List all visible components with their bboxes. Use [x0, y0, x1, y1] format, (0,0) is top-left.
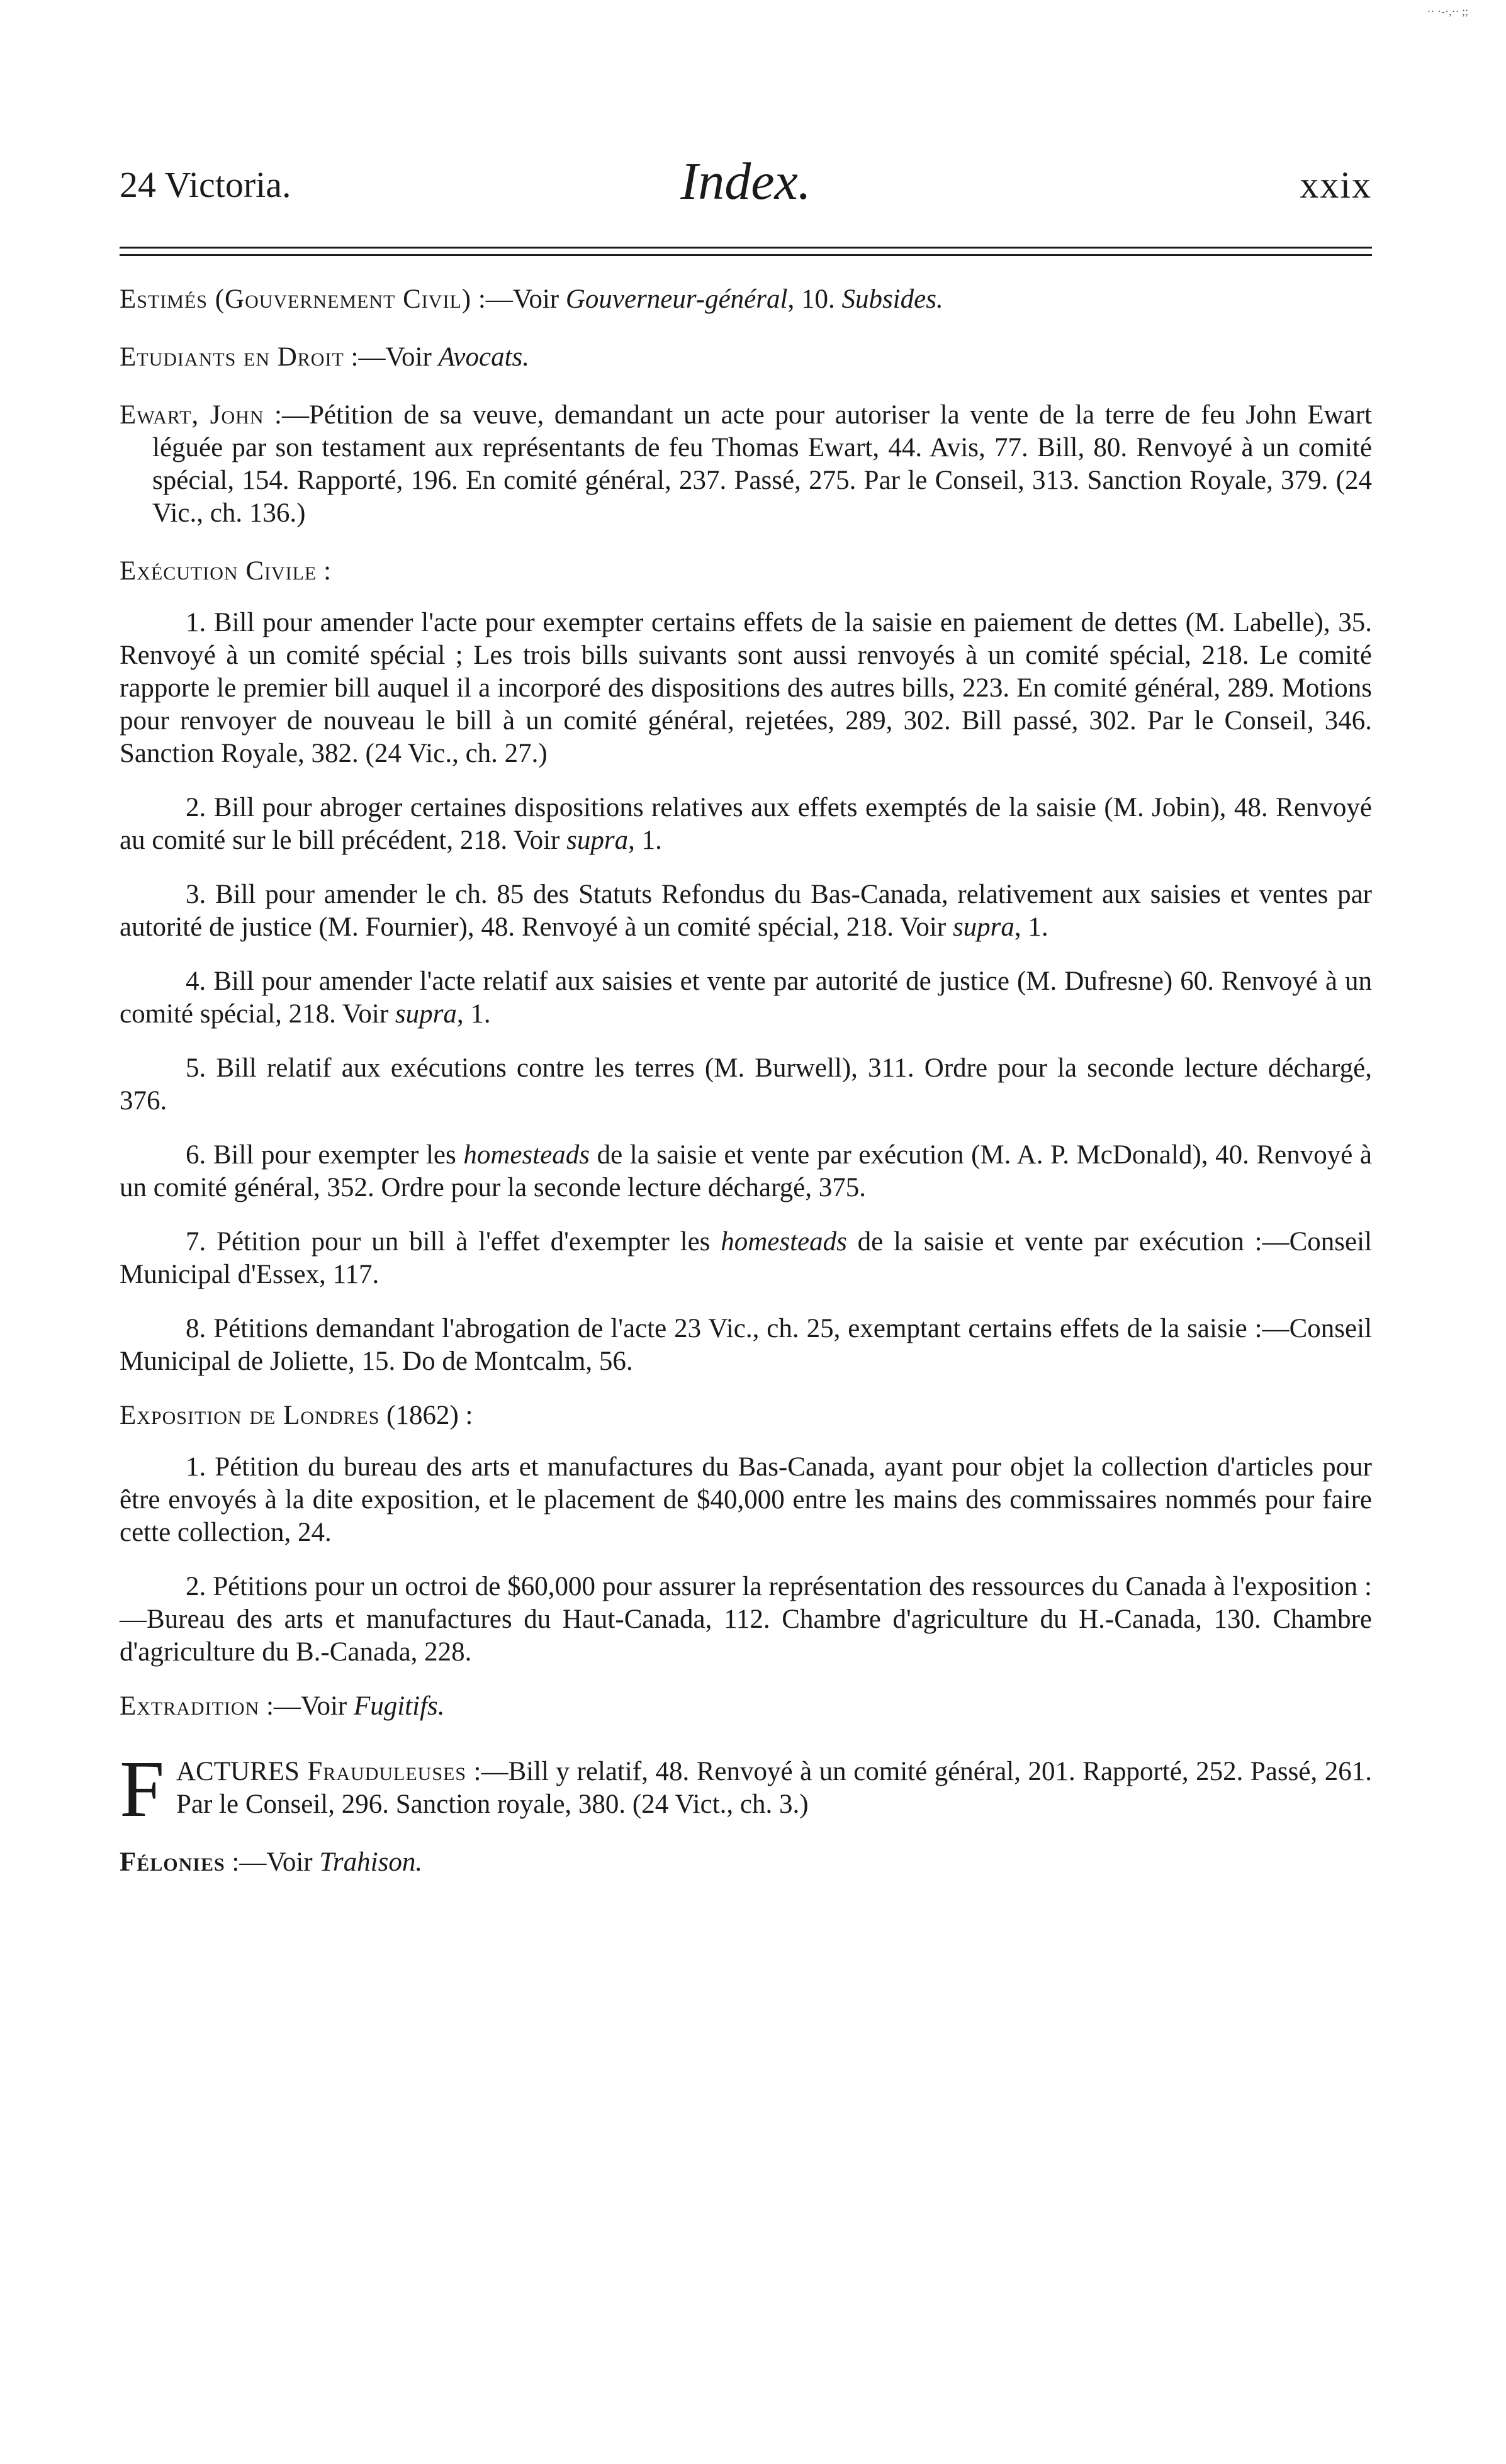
- cross-reference: Avocats.: [438, 342, 530, 372]
- drop-cap: F: [120, 1744, 165, 1834]
- sub-entry: 2. Pétitions pour un octroi de $60,000 pour assurer la représentation des ressources du Canada à l'exposition :—Bureau des arts et manufactures du Haut-Canada, 112. Chambre d'agriculture du H.-Canada, 130. Chambre d'agriculture du B.-Canada, 228.: [120, 1572, 1372, 1667]
- sub-entry: 6. Bill pour exempter les homesteads de la saisie et vente par exécution (M. A. P. McDonald), 40. Renvoyé à un comité général, 352. Ordre pour la seconde lecture déchargé, 375.: [120, 1140, 1372, 1202]
- entry-heading: Extradition: [120, 1691, 260, 1721]
- sub-entry: 3. Bill pour amender le ch. 85 des Statuts Refondus du Bas-Canada, relativement aux saisies et ventes par autorité de justice (M. Fournier), 48. Renvoyé à un comité spécial, 218. Voir supra, 1.: [120, 880, 1372, 942]
- entry-heading: Félonies: [120, 1847, 225, 1877]
- sub-entry: 8. Pétitions demandant l'abrogation de l'acte 23 Vic., ch. 25, exemptant certains effets de la saisie :—Conseil Municipal de Joliette, 15. Do de Montcalm, 56.: [120, 1314, 1372, 1376]
- page: [120, 0, 1372, 2464]
- entry-text: :—Voir: [225, 1847, 320, 1877]
- page-title: Index.: [680, 152, 811, 211]
- entry-extradition: [120, 1690, 1372, 1723]
- index-content: [120, 283, 1372, 1904]
- entry-etudiants: [120, 341, 1372, 374]
- entry-factures: [120, 1744, 1372, 1834]
- entry-text: :—Voir: [259, 1691, 354, 1721]
- entry-text: :—Bill y relatif, 48. Renvoyé à un comité général, 201. Rapporté, 252. Passé, 261. Par le Conseil, 296. Sanction royale, 380. (24 Vict., ch. 3.): [176, 1757, 1372, 1819]
- entry-heading: Estimés (Gouvernement Civil): [120, 284, 472, 314]
- cross-reference: Fugitifs.: [353, 1691, 445, 1721]
- running-head-left: 24 Victoria.: [120, 164, 291, 205]
- cross-reference: Gouverneur-général: [565, 284, 788, 314]
- sub-entry: 4. Bill pour amender l'acte relatif aux saisies et vente par autorité de justice (M. Dufresne) 60. Renvoyé à un comité spécial, 218. Voir supra, 1.: [120, 966, 1372, 1029]
- entry-felonies: [120, 1846, 1372, 1879]
- entry-heading: ACTURES: [176, 1757, 300, 1786]
- entry-text: (1862) :: [379, 1401, 473, 1430]
- entry-text: :—Voir: [344, 342, 439, 372]
- cross-reference: Trahison.: [319, 1847, 423, 1877]
- sub-entry: 7. Pétition pour un bill à l'effet d'exempter les homesteads de la saisie et vente par exécution :—Conseil Municipal d'Essex, 117.: [120, 1227, 1372, 1289]
- entry-heading: Exposition de Londres: [120, 1401, 380, 1430]
- sub-entry: 2. Bill pour abroger certaines dispositions relatives aux effets exemptés de la saisie (M. Jobin), 48. Renvoyé au comité sur le bill précédent, 218. Voir supra, 1.: [120, 793, 1372, 855]
- entry-text: :—Pétition de sa veuve, demandant un acte pour autoriser la vente de la terre de feu John Ewart léguée par son testament aux représentants de feu Thomas Ewart, 44. Avis, 77. Bill, 80. Renvoyé à un comité spécial, 154. Rapporté, 196. En comité général, 237. Passé, 275. Par le Conseil, 313. Sanction Royale, 379. (24 Vic., ch. 136.): [152, 400, 1373, 528]
- sub-entry: 1. Pétition du bureau des arts et manufactures du Bas-Canada, ayant pour objet la collection d'articles pour être envoyés à la dite exposition, et le placement de $40,000 entre les mains des commissaires nommés pour faire cette collection, 24.: [120, 1452, 1372, 1547]
- sub-entry: 5. Bill relatif aux exécutions contre les terres (M. Burwell), 311. Ordre pour la seconde lecture déchargé, 376.: [120, 1053, 1372, 1116]
- entry-execution: [120, 555, 1372, 588]
- entry-text: :—Voir: [471, 284, 566, 314]
- entry-ewart: [120, 399, 1372, 530]
- header-rule-bottom: [120, 254, 1372, 256]
- page-header: [120, 151, 1372, 227]
- entry-text: :: [317, 556, 332, 586]
- page-number: xxix: [1300, 164, 1372, 206]
- header-rule-top: [120, 247, 1372, 249]
- entry-heading: Frauduleuses: [299, 1757, 467, 1786]
- cross-reference: Subsides.: [841, 284, 943, 314]
- entry-heading: Ewart, John: [120, 400, 264, 430]
- entry-heading: Exécution Civile: [120, 556, 317, 586]
- entry-text: , 10.: [787, 284, 842, 314]
- entry-heading: Etudiants en Droit: [120, 342, 344, 372]
- sub-entry: 1. Bill pour amender l'acte pour exempter certains effets de la saisie en paiement de dettes (M. Labelle), 35. Renvoyé à un comité spécial ; Les trois bills suivants sont aussi renvoyés à un comité spécial, 218. Le comité rapporte le premier bill auquel il a incorporé des dispositions des autres bills, 223. En comité général, 289. Motions pour renvoyer de nouveau le bill à un comité général, rejetées, 289, 302. Bill passé, 302. Par le Conseil, 346. Sanction Royale, 382. (24 Vic., ch. 27.): [120, 608, 1372, 768]
- entry-estimes: [120, 283, 1372, 316]
- entry-exposition: [120, 1399, 1372, 1432]
- corner-marks: ·· ·-·,·· ;;: [1427, 5, 1468, 18]
